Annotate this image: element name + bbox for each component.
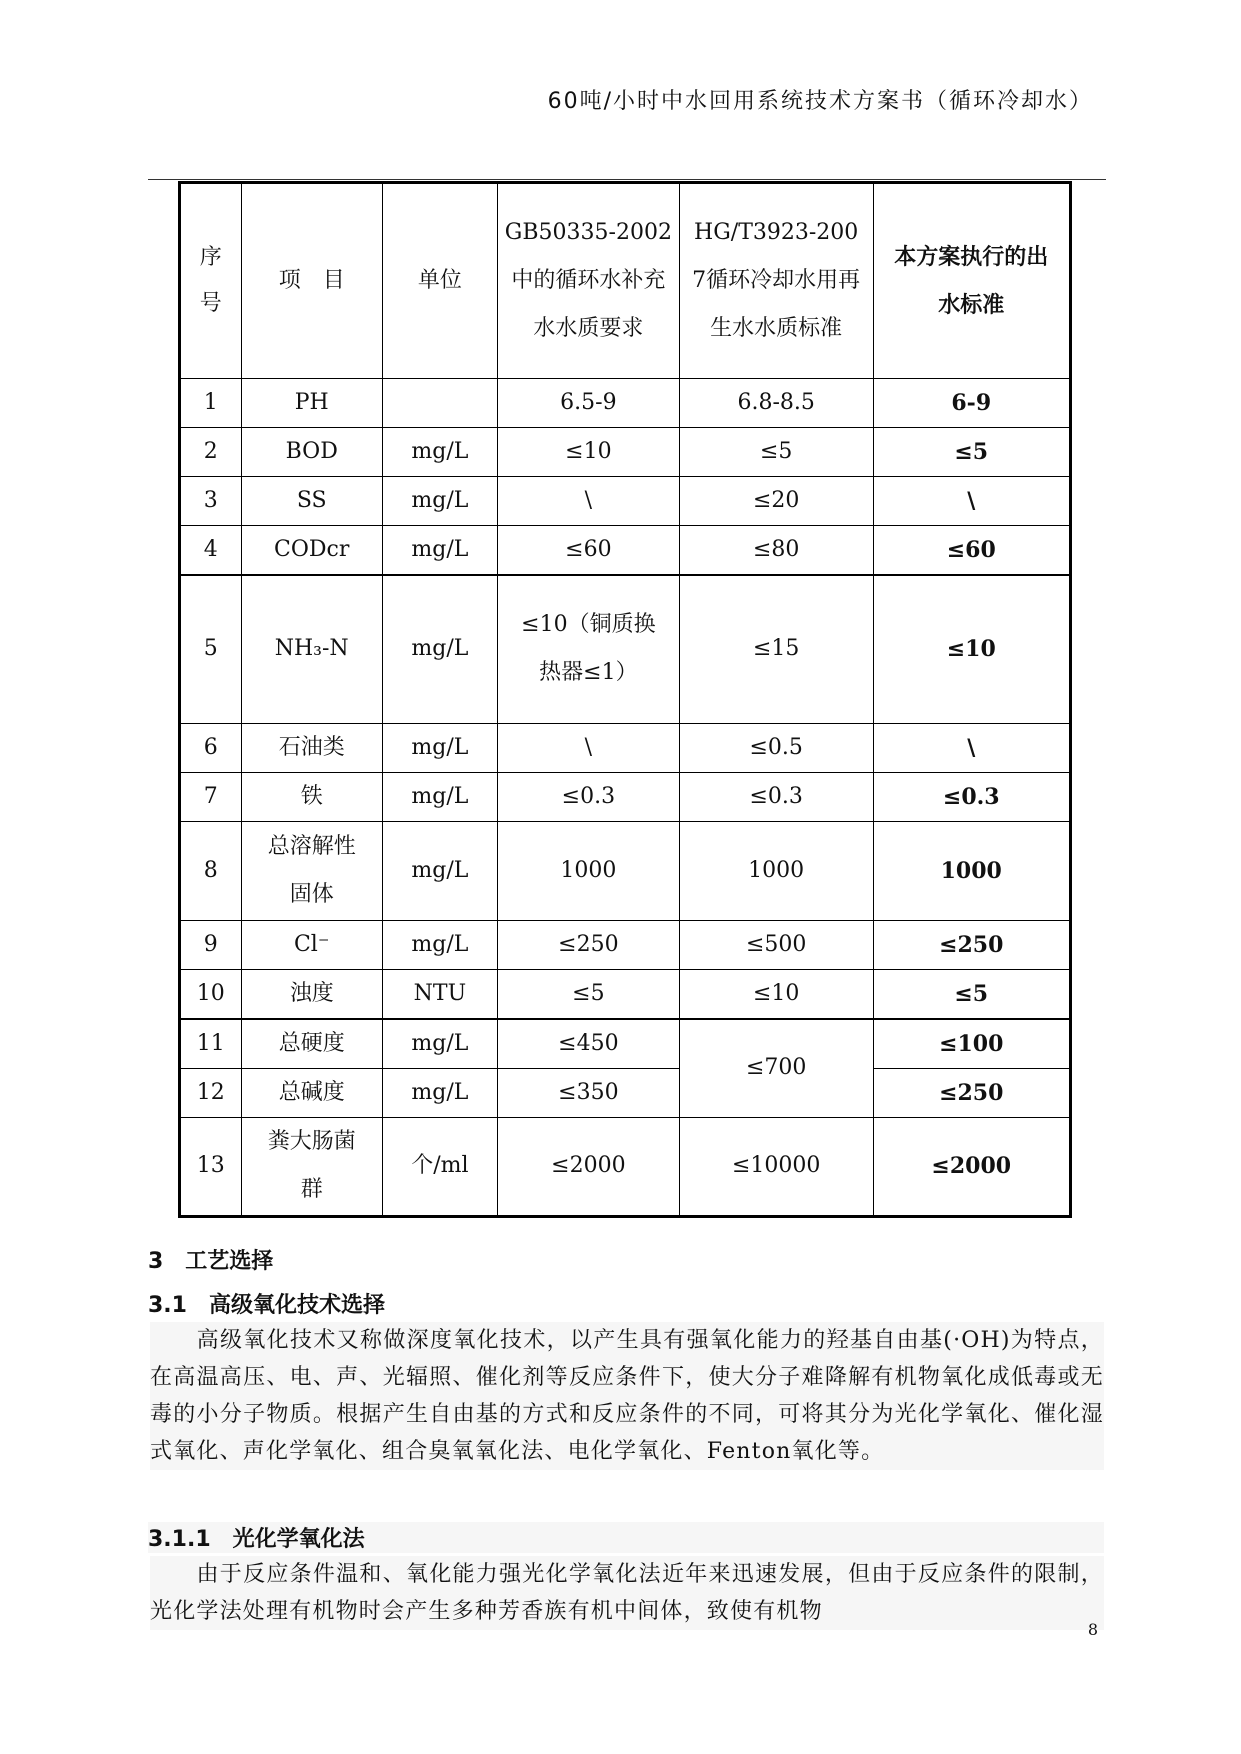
table-cell: 2 [180,428,242,477]
table-row [180,575,1071,723]
table-cell: ≤60 [497,526,679,576]
table-cell: ≤5 [873,969,1071,1019]
table-cell: CODcr [241,526,382,576]
table-cell: ≤250 [873,920,1071,969]
table-row [180,1068,1071,1117]
table-cell: ≤10 [497,428,679,477]
table-cell-merged: ≤700 [679,1019,873,1118]
header-cell: HG/T3923-2007循环冷却水用再生水水质标准 [679,183,873,379]
table-cell: ≤20 [679,477,873,526]
table-cell: \ [873,723,1071,772]
table-cell: 1 [180,379,242,428]
paragraph-photochemical-oxidation: 由于反应条件温和、氧化能力强光化学氧化法近年来迅速发展，但由于反应条件的限制，光化学法处理有机物时会产生多种芳香族有机中间体，致使有机物 [150,1556,1104,1630]
table-cell: 12 [180,1068,242,1117]
section-heading-3: 3 工艺选择 [148,1249,274,1274]
table-cell: \ [873,477,1071,526]
table-cell: NTU [382,969,497,1019]
page-number: 8 [1087,1620,1098,1639]
table-cell: ≤10（铜质换热器≤1） [497,575,679,723]
table-cell: 5 [180,575,242,723]
table-cell [382,379,497,428]
table-cell: 总硬度 [241,1019,382,1069]
table-cell: ≤0.5 [679,723,873,772]
table-cell: ≤80 [679,526,873,576]
table-cell: 6.5-9 [497,379,679,428]
table-cell: NH₃-N [241,575,382,723]
table-cell: mg/L [382,1068,497,1117]
table-cell: 1000 [497,821,679,920]
table-cell: SS [241,477,382,526]
table-cell: mg/L [382,575,497,723]
header-cell: 本方案执行的出水标准 [873,183,1071,379]
table-cell: 石油类 [241,723,382,772]
table-row [180,772,1071,821]
table-row [180,1117,1071,1216]
table-cell: 个/ml [382,1117,497,1216]
table-cell: ≤10 [679,969,873,1019]
table-cell: ≤500 [679,920,873,969]
table-cell: ≤0.3 [873,772,1071,821]
table-cell: 8 [180,821,242,920]
table-cell: mg/L [382,723,497,772]
table-cell: 13 [180,1117,242,1216]
header-cell: GB50335-2002中的循环水补充水水质要求 [497,183,679,379]
table-cell: \ [497,477,679,526]
table-cell: 4 [180,526,242,576]
table-cell: mg/L [382,428,497,477]
table-cell: mg/L [382,477,497,526]
table-cell: ≤350 [497,1068,679,1117]
table-cell: BOD [241,428,382,477]
table-cell: 6-9 [873,379,1071,428]
table-cell: ≤15 [679,575,873,723]
table-cell: ≤2000 [873,1117,1071,1216]
header-rule [148,179,1106,180]
table-cell: \ [497,723,679,772]
table-cell: PH [241,379,382,428]
table-cell: ≤10 [873,575,1071,723]
document-header-title: 60吨/小时中水回用系统技术方案书（循环冷却水） [547,89,1093,114]
table-row [180,526,1071,576]
table-cell: mg/L [382,1019,497,1069]
table-row [180,379,1071,428]
table-cell: 1000 [873,821,1071,920]
table-cell: 总溶解性固体 [241,821,382,920]
table-cell: ≤2000 [497,1117,679,1216]
paragraph-advanced-oxidation: 高级氧化技术又称做深度氧化技术，以产生具有强氧化能力的羟基自由基(·OH)为特点，在高温高压、电、声、光辐照、催化剂等反应条件下，使大分子难降解有机物氧化成低毒或无毒的小分子物质。根据产生自由基的方式和反应条件的不同，可将其分为光化学氧化、催化湿式氧化、声化学氧化、组合臭氧氧化法、电化学氧化、Fenton氧化等。 [150,1322,1104,1470]
table-cell: 总碱度 [241,1068,382,1117]
table-row [180,821,1071,920]
table-row [180,477,1071,526]
table-row [180,1019,1071,1069]
water-quality-table [178,181,1072,1218]
table-cell: mg/L [382,526,497,576]
table-cell: 浊度 [241,969,382,1019]
table-cell: 11 [180,1019,242,1069]
table-cell: 粪大肠菌群 [241,1117,382,1216]
table-cell: ≤60 [873,526,1071,576]
table-cell: 9 [180,920,242,969]
table-cell: ≤450 [497,1019,679,1069]
table-cell: 铁 [241,772,382,821]
table-header-row [180,183,1071,379]
table-cell: Cl⁻ [241,920,382,969]
table-cell: 3 [180,477,242,526]
table-cell: ≤5 [873,428,1071,477]
table-cell: mg/L [382,772,497,821]
table-cell: ≤0.3 [497,772,679,821]
header-cell: 序号 [180,183,242,379]
table-cell: 1000 [679,821,873,920]
header-cell: 项 目 [241,183,382,379]
table-row [180,428,1071,477]
table-cell: ≤5 [497,969,679,1019]
table-cell: 10 [180,969,242,1019]
table-cell: 7 [180,772,242,821]
table-cell: 6 [180,723,242,772]
table-row [180,920,1071,969]
table-row [180,969,1071,1019]
table-cell: mg/L [382,821,497,920]
table-cell: 6.8-8.5 [679,379,873,428]
table-row [180,723,1071,772]
table-cell: ≤100 [873,1019,1071,1069]
table-cell: ≤5 [679,428,873,477]
table-cell: ≤250 [873,1068,1071,1117]
header-cell: 单位 [382,183,497,379]
table-cell: ≤250 [497,920,679,969]
section-heading-3-1-1: 3.1.1 光化学氧化法 [148,1522,1104,1553]
table-cell: mg/L [382,920,497,969]
section-heading-3-1: 3.1 高级氧化技术选择 [148,1293,385,1318]
table-cell: ≤0.3 [679,772,873,821]
table-cell: ≤10000 [679,1117,873,1216]
